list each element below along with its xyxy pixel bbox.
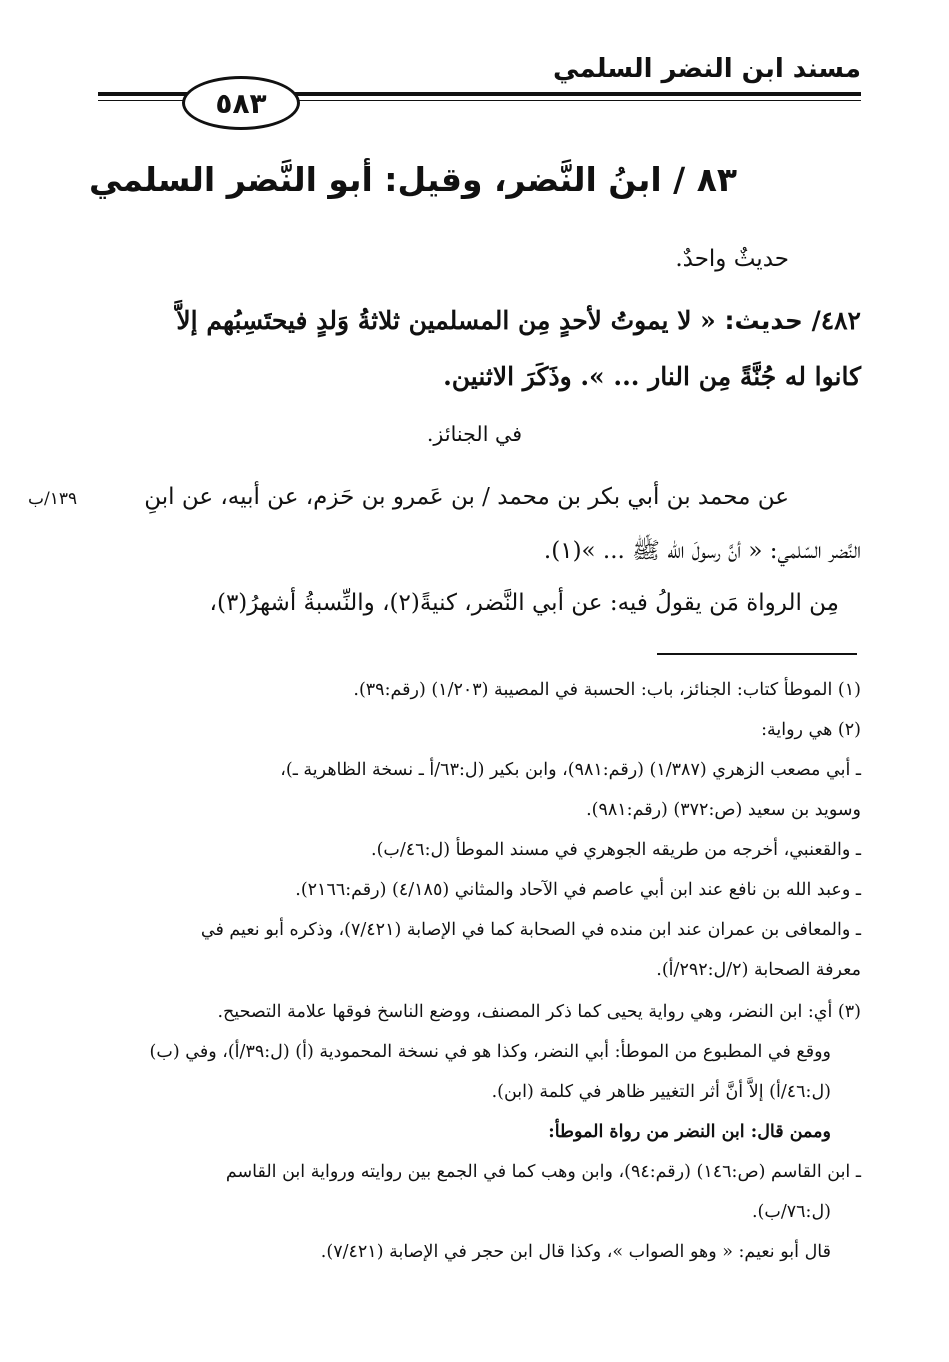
footnote-2-item-2: ـ والقعنبي، أخرجه من طريقه الجوهري في مسند الموطأ (ل:٤٦/ب). [371,840,861,860]
footnote-2-item-1: ـ أبي مصعب الزهري (١/٣٨٧) (رقم:٩٨١)، وابن بكير (ل:٦٣/أ ـ نسخة الظاهرية ـ)، [280,760,861,780]
hadith-label: حديث: [724,306,803,335]
footnote-3-line-3: (ل:٤٦/أ) إلاَّ أنَّ أثر التغيير ظاهر في كلمة (ابن). [491,1082,831,1102]
footnote-2-heading: (٢) هي رواية: [761,720,861,740]
hadith-line-2: كانوا له جُنَّةً مِن النار ... ». وذَكَرَ الاثنين. [443,362,861,391]
footnote-separator [657,653,857,655]
hadith-line-1 [176,306,861,335]
footnote-3: (٣) أي: ابن النضر، وهي رواية يحيى كما ذكر المصنف، ووضع الناسخ فوقها علامة التصحيح. [217,1002,861,1022]
hadith-count: حديثٌ واحدٌ. [675,246,789,272]
footnote-3-subheading: وممن قال: ابن النضر من رواة الموطأ: [548,1122,831,1142]
footnote-3-line-5: ـ ابن القاسم (ص:١٤٦) (رقم:٩٤)، وابن وهب كما في الجمع بين روايته ورواية ابن القاسم [225,1162,861,1182]
page-number-badge [182,76,300,130]
footnote-2-item-4-cont: معرفة الصحابة (٢/ل:٢٩٢/أ). [656,960,861,980]
running-header-title: مسند ابن النضر السلمي [553,54,861,84]
footnote-2-item-3: ـ وعبد الله بن نافع عند ابن أبي عاصم في الآحاد والمثاني (٤/١٨٥) (رقم:٢١٦٦). [295,880,861,900]
hadith-text-1: « لا يموتُ لأحدٍ مِن المسلمين ثلاثةُ وَلدٍ فيحتَسِبُهم إلاَّ [176,306,716,335]
isnad-line-2: النَّضر السّلمي: « أنَّ رسولَ الله ﷺ ... »(١). [543,538,861,564]
footnote-3-line-2: ووقع في المطبوع من الموطأ: أبي النضر، وكذا هو في نسخة المحمودية (أ) (ل:٣٩/أ)، وفي (ب) [149,1042,831,1062]
footnote-2-item-4: ـ والمعافى بن عمران عند ابن منده في الصحابة كما في الإصابة (٧/٤٢١)، وذكره أبو نعيم في [200,920,861,940]
hadith-number: ٤٨٢/ [811,306,861,335]
footnote-3-line-7: قال أبو نعيم: « وهو الصواب »، وكذا قال ابن حجر في الإصابة (٧/٤٢١). [320,1242,831,1262]
isnad-line-3: مِن الرواة مَن يقولُ فيه: عن أبي النَّضر، كنيةً(٢)، والنِّسبةُ أشهرُ(٣)، [209,590,839,616]
isnad-line-1: عن محمد بن أبي بكر بن محمد / بن عَمرو بن حَزم، عن أبيه، عن ابنِ [144,484,789,510]
footnote-3-line-6: (ل:٧٦/ب). [751,1202,831,1222]
entry-title: ٨٣ / ابنُ النَّضر، وقيل: أبو النَّضر السلمي [88,160,737,199]
footnote-1: (١) الموطأ كتاب: الجنائز، باب: الحسبة في المصيبة (١/٢٠٣) (رقم:٣٩). [353,680,861,700]
page-number: ٥٨٣ [215,86,267,120]
margin-note: ١٣٩/ب [28,489,78,509]
footnote-2-item-1-cont: وسويد بن سعيد (ص:٣٧٢) (رقم:٩٨١). [586,800,861,820]
chapter-title: في الجنائز. [426,422,523,446]
